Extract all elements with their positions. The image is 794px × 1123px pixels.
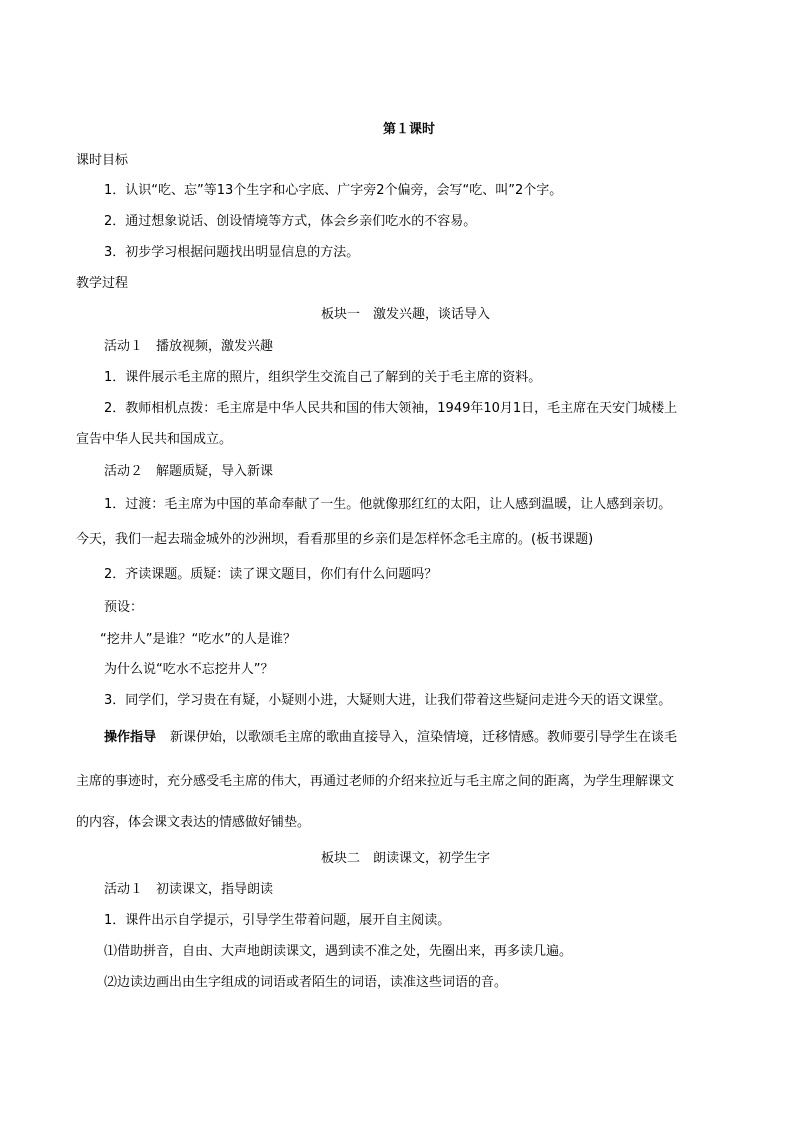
goal-item-1: 1．认识“吃、忘”等13个生字和心字底、广字旁2个偏旁，会写“吃、叫”2个字。 <box>104 183 563 198</box>
block2-activity1-sub2: ⑵边读边画出由生字组成的词语或者陌生的词语，读准这些词语的音。 <box>104 975 508 990</box>
block1-guide-line1 <box>104 730 677 746</box>
block1-activity2-item1-line1: 1．过渡：毛主席为中国的革命奉献了一生。他就像那红红的太阳，让人感到温暖，让人感到亲切。 <box>104 497 672 512</box>
block1-activity1-item2-line1: 2．教师相机点拨：毛主席是中华人民共和国的伟大领袖，1949年10月1日，毛主席在天安门城楼上 <box>104 401 678 416</box>
guide-label: 操作指导 <box>104 730 157 745</box>
block2-title: 板块二 朗读课文，初学生字 <box>321 851 491 866</box>
process-heading: 教学过程 <box>76 276 129 291</box>
guide-text-line1: 新课伊始，以歌颂毛主席的歌曲直接导入，渲染情境，迁移情感。教师要引导学生在谈毛 <box>170 730 678 745</box>
block1-activity2-item1-line2: 今天，我们一起去瑞金城外的沙洲坝，看看那里的乡亲们是怎样怀念毛主席的。(板书课题) <box>76 532 594 547</box>
block1-title: 板块一 激发兴趣，谈话导入 <box>321 307 491 322</box>
block1-activity2-item3: 3．同学们，学习贵在有疑，小疑则小进，大疑则大进，让我们带着这些疑问走进今天的语文课堂。 <box>104 693 672 708</box>
block1-activity1-item1: 1．课件展示毛主席的照片，组织学生交流自己了解到的关于毛主席的资料。 <box>104 370 542 385</box>
block1-guide-line2: 主席的事迹时，充分感受毛主席的伟大，再通过老师的介绍来拉近与毛主席之间的距离，为学生理解课文 <box>76 774 675 789</box>
goal-item-2: 2．通过想象说话、创设情境等方式，体会乡亲们吃水的不容易。 <box>104 214 477 229</box>
block1-activity2-preset-label: 预设： <box>104 600 144 615</box>
block1-guide-line3: 的内容，体会课文表达的情感做好铺垫。 <box>76 815 311 830</box>
block1-activity1-item2-line2: 宣告中华人民共和国成立。 <box>76 432 233 447</box>
lesson-title: 第１课时 <box>383 122 436 137</box>
block2-activity1-sub1: ⑴借助拼音，自由、大声地朗读课文，遇到读不准之处，先圈出来，再多读几遍。 <box>104 944 573 959</box>
block2-activity1-item1: 1．课件出示自学提示，引导学生带着问题，展开自主阅读。 <box>104 913 451 928</box>
block1-activity1-title: 活动１ 播放视频，激发兴趣 <box>104 339 274 354</box>
goal-item-3: 3．初步学习根据问题找出明显信息的方法。 <box>104 245 360 260</box>
block1-activity2-title: 活动２ 解题质疑，导入新课 <box>104 464 274 479</box>
block1-activity2-preset-q1: “挖井人”是谁？“吃水”的人是谁？ <box>100 632 296 647</box>
goals-heading: 课时目标 <box>76 153 129 168</box>
block2-activity1-title: 活动１ 初读课文，指导朗读 <box>104 882 274 897</box>
block1-activity2-preset-q2: 为什么说“吃水不忘挖井人”？ <box>104 662 274 677</box>
block1-activity2-item2: 2．齐读课题。质疑：读了课文题目，你们有什么问题吗？ <box>104 567 438 582</box>
